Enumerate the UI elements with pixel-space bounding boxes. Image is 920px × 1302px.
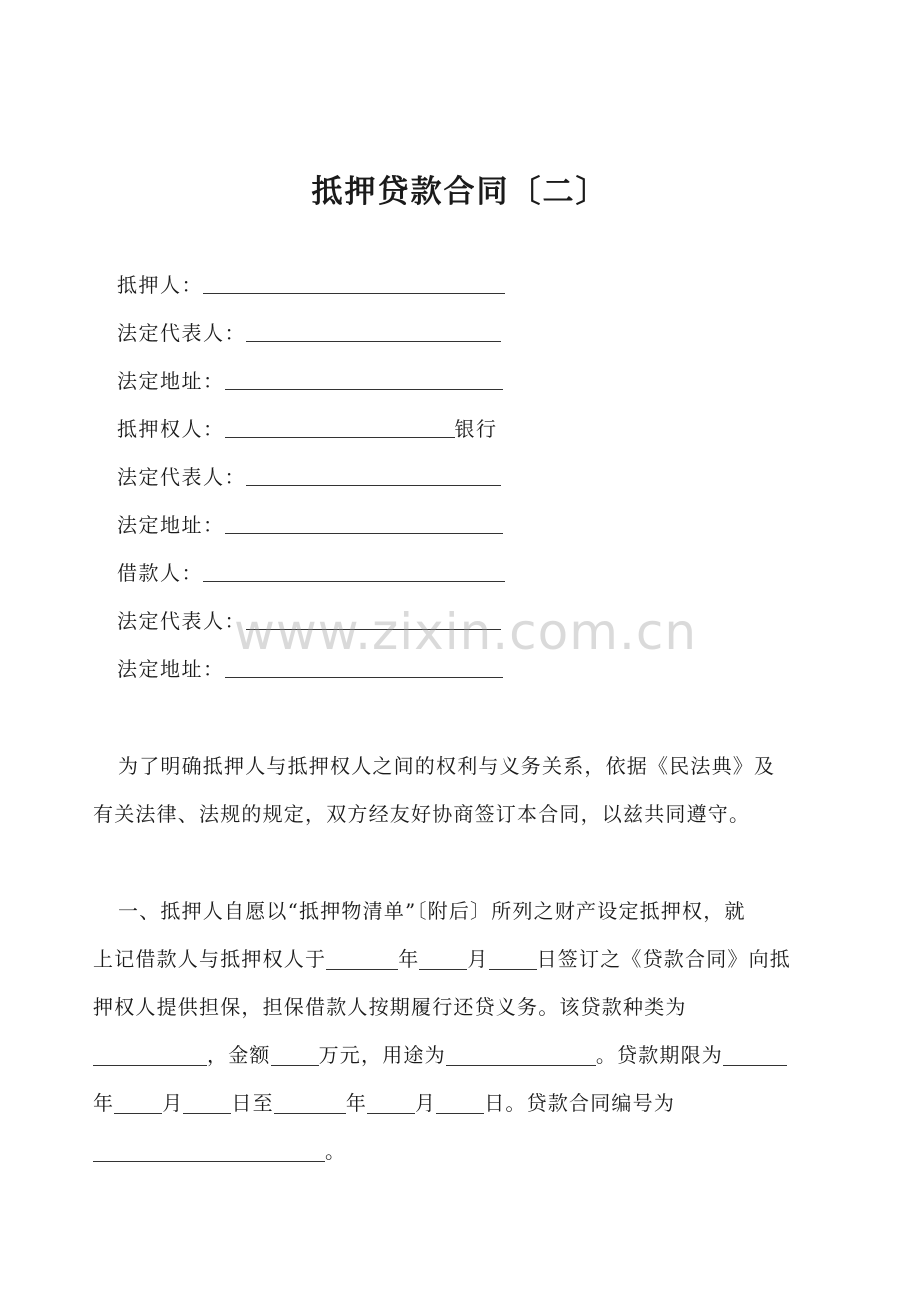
intro-line-2: 有关法律、法规的规定，双方经友好协商签订本合同，以兹共同遵守。	[93, 802, 751, 826]
clause-1	[93, 887, 835, 1175]
clause-1-line-3: 押权人提供担保，担保借款人按期履行还贷义务。该贷款种类为	[93, 995, 687, 1019]
party-mortgagor-address	[117, 364, 503, 394]
intro-paragraph	[93, 742, 835, 838]
clause-text: 上记借款人与抵押权人于	[93, 947, 327, 971]
clause-text: 。贷款期限为	[595, 1043, 724, 1067]
party-label: 借款人：	[117, 561, 203, 585]
clause-text: ，金额	[207, 1043, 271, 1067]
fill-blank[interactable]	[246, 465, 501, 486]
text-line	[93, 935, 835, 983]
party-label: 法定代表人：	[117, 465, 246, 489]
party-label: 法定代表人：	[117, 609, 246, 633]
party-suffix: 银行	[454, 417, 498, 441]
fill-blank[interactable]	[93, 1139, 325, 1162]
party-label: 法定代表人：	[117, 321, 246, 345]
fill-blank[interactable]	[419, 947, 467, 970]
clause-text: 月	[162, 1091, 184, 1115]
party-label: 法定地址：	[117, 369, 225, 393]
party-mortgagee-representative	[117, 460, 501, 490]
fill-blank[interactable]	[271, 1043, 319, 1066]
clause-text: 年	[345, 1091, 368, 1115]
watermark: www.zixin.com.cn	[234, 603, 698, 661]
fill-blank[interactable]	[446, 1043, 596, 1066]
party-mortgagor-representative	[117, 316, 501, 346]
text-line	[93, 983, 835, 1031]
text-line	[93, 790, 835, 838]
document-title: 抵押贷款合同〔二〕	[311, 174, 609, 210]
clause-text: 月	[467, 947, 489, 971]
clause-text: 。	[325, 1139, 347, 1163]
party-label: 法定地址：	[117, 513, 225, 537]
fill-blank[interactable]	[93, 1043, 207, 1066]
intro-line-1: 为了明确抵押人与抵押权人之间的权利与义务关系，依据《民法典》及	[118, 754, 776, 778]
party-label: 抵押权人：	[117, 417, 225, 441]
clause-1-line-1: 一、抵押人自愿以“抵押物清单”〔附后〕所列之财产设定抵押权，就	[118, 899, 746, 923]
clause-text: 日至	[231, 1091, 274, 1115]
party-mortgagor	[117, 268, 505, 298]
fill-blank[interactable]	[225, 369, 503, 390]
fill-blank[interactable]	[367, 1091, 415, 1114]
clause-text: 月	[415, 1091, 437, 1115]
text-line	[93, 1127, 835, 1175]
fill-blank[interactable]	[225, 417, 455, 438]
party-label: 法定地址：	[117, 657, 225, 681]
fill-blank[interactable]	[203, 273, 505, 294]
text-line	[93, 887, 835, 935]
clause-text: 日签订之《贷款合同》向抵	[536, 947, 792, 971]
party-mortgagee	[117, 412, 498, 442]
text-line	[93, 1079, 835, 1127]
fill-blank[interactable]	[203, 561, 505, 582]
fill-blank[interactable]	[114, 1091, 162, 1114]
clause-text: 年	[398, 947, 420, 971]
clause-text: 万元，用途为	[318, 1043, 446, 1067]
text-line	[93, 742, 835, 790]
fill-blank[interactable]	[436, 1091, 484, 1114]
fill-blank[interactable]	[326, 947, 398, 970]
fill-blank[interactable]	[274, 1091, 346, 1114]
fill-blank[interactable]	[723, 1043, 787, 1066]
party-borrower	[117, 556, 505, 586]
fill-blank[interactable]	[225, 513, 503, 534]
party-label: 抵押人：	[117, 273, 203, 297]
text-line	[93, 1031, 835, 1079]
party-mortgagee-address	[117, 508, 503, 538]
fill-blank[interactable]	[183, 1091, 231, 1114]
fill-blank[interactable]	[489, 947, 537, 970]
clause-text: 日。贷款合同编号为	[484, 1091, 676, 1115]
fill-blank[interactable]	[246, 321, 501, 342]
clause-text: 年	[93, 1091, 115, 1115]
